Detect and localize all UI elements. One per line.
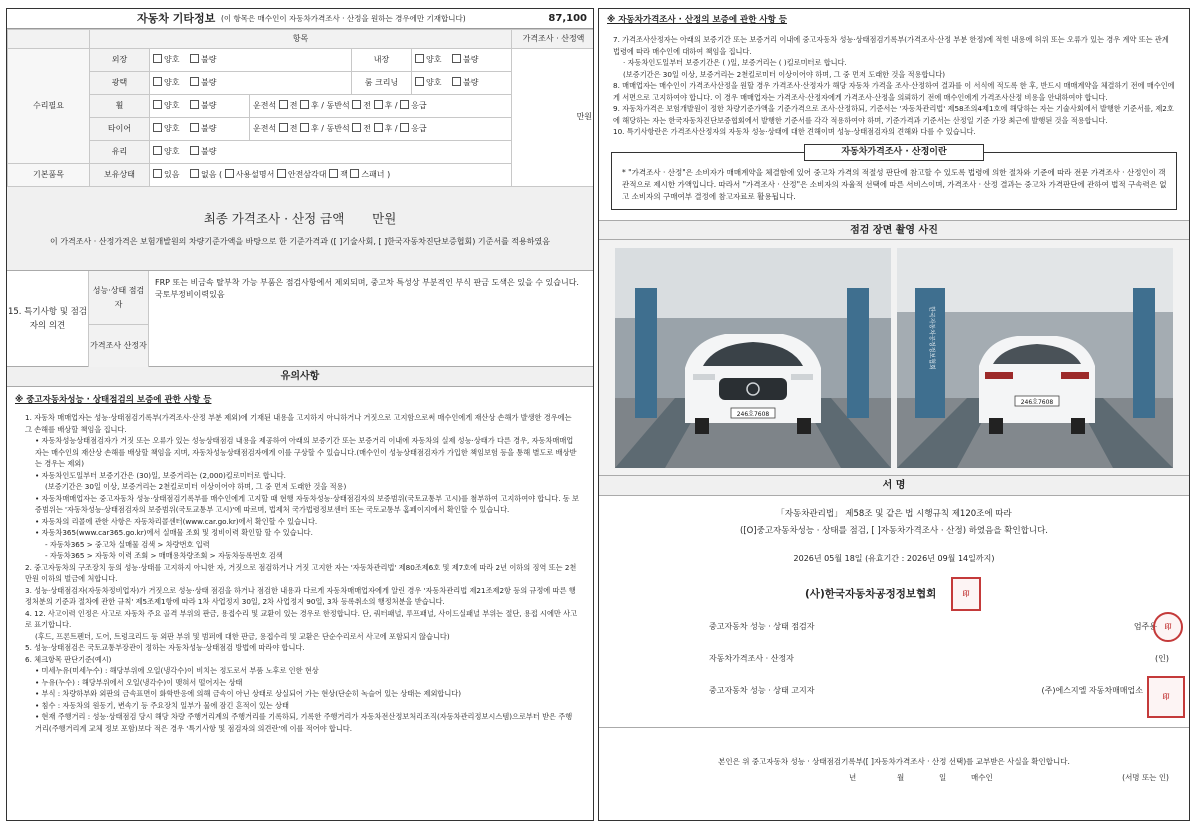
tire-good-checkbox[interactable] (153, 123, 162, 132)
price-unit: 만원 (512, 49, 594, 187)
notice-item: • 자동차의 리콜에 관한 사항은 자동차리콜센터(www.car.go.kr)에서 확인할 수 있습니다. (35, 516, 318, 526)
license-plate-text: 246호7608 (736, 411, 770, 419)
final-price-title: 최종 가격조사 · 산정 금액 만원 (203, 211, 397, 226)
dealer-seal-icon: 印 (1147, 676, 1185, 718)
wheel-bad-checkbox[interactable] (190, 100, 199, 109)
notice-item: 3. 성능·상태점검자(자동차정비업자)가 거짓으로 성능·상태 점검을 하거나 점검한 내용과 다르게 자동차매매업자에게 알린 경우 '자동차관리법 제21조제2항 등의 규정에 따른 행정처분의 기준과 절차에 관한 규칙' 제5조제1항에 따라 1차 사업정지 30일, 2차 사업정지 90일, 3차 등록취소의 행정처분을 받습니다. (25, 585, 576, 607)
appraiser-seal-mark: (인) (1155, 654, 1169, 664)
notice-item: • 자동차365(www.car365.go.kr)에서 실매물 조회 및 정비이력 확인할 할 수 있습니다. (35, 528, 313, 538)
appraiser-line: 자동차가격조사 · 산정자 (인) (709, 654, 1169, 664)
row-glass: 유리 (90, 141, 150, 164)
signature-date: 2026년 05월 18일 (유효기간 : 2026년 09월 14일까지) (793, 554, 995, 564)
gloss-options: 양호 불량 (150, 72, 352, 95)
final-price-note: 이 가격조사 · 산정가격은 보험개발원의 차량기준가액을 바탕으로 한 기준가격과 ([ ]기술사회, [ ]한국자동차진단보증협회) 기준서를 적용하였음 (50, 237, 550, 246)
section-note: (이 항목은 매수인이 자동차가격조사 · 산정을 원하는 경우에만 기재합니다) (221, 14, 466, 23)
legal-basis: 「자동차관리법」 제58조 및 같은 법 시행규칙 제120조에 따라 ([O]중고자동차성능 · 상태를 점검, [ ]자동차가격조사 · 산정) 하였음을 확인합니다. (739, 509, 1049, 536)
notice-title: ※ 중고자동차성능 · 상태점검의 보증에 관한 사항 등 (15, 395, 212, 405)
notice-item: - 자동차365 > 자동차 이력 조회 > 매매용차량조회 > 자동차등록번호 검색 (45, 551, 283, 561)
notice-item: • 자동차성능상태점검자가 거짓 또는 오류가 있는 성능상태점검 내용을 제공하여 아래의 보증기간 또는 보증거리 이내에 자동차의 실제 성능·상태가 다른 경우, 자동차매매업자는 매수인의 재산상 손해를 배상할 책임을 지며, 자동차성능상태점검자에게 이를 구상할 수 있습니다.(매수인이 성능상태점검자가 가입한 책임보험 등을 통해 별도로 배상받는 경우는 제외) (35, 436, 577, 469)
notice-item: • 자동차인도일부터 보증기간은 (30)일, 보증거리는 (2,000)킬로미터로 합니다. (35, 470, 286, 480)
document-code: 87,100 (548, 13, 587, 24)
appraisal-definition (611, 144, 1177, 211)
row-owned: 보유상태 (90, 164, 150, 187)
basic-have-checkbox[interactable] (153, 169, 162, 178)
interior-options: 양호 불량 (412, 49, 512, 72)
notice-item: • 누유(누수) : 해당부위에서 오일(냉각수)이 맺혀서 떨어지는 상태 (35, 677, 243, 687)
left-column (6, 8, 594, 821)
room-cleaning-good-checkbox[interactable] (415, 77, 424, 86)
notice-list (7, 410, 593, 734)
category-repair: 수리필요 (8, 49, 90, 164)
notice-item: • 침수 : 자동차의 원동기, 변속기 등 주요장치 일부가 물에 잠긴 흔적이 있는 상태 (35, 700, 289, 710)
inspection-photo-rear (897, 248, 1173, 468)
receipt-statement: 본인은 위 중고자동차 성능 · 상태점검기록부([ ]자동차가격조사 · 산정 선택)를 교부받은 사실을 확인합니다. (718, 757, 1070, 766)
glass-bad-checkbox[interactable] (190, 146, 199, 155)
tire-positions: 운전석 전 후 / 동반석 전 후 / 응급 (250, 118, 512, 141)
photo-header: 점검 장면 촬영 사진 (599, 220, 1189, 240)
notice-item: 6. 체크항목 판단기준(예시) (25, 654, 112, 664)
row-wheel: 휠 (90, 95, 150, 118)
basic-options: 있음 없음 ( 사용설명서 안전삼각대 잭 스패너 ) (150, 164, 512, 187)
other-info-table (7, 29, 594, 187)
guarantee-item: 8. 매매업자는 매수인이 가격조사산정을 원할 경우 가격조사·산정자가 해당 자동차 가격을 조사·산정하여 결과를 이 서식에 적도록 한 후, 반드시 매매계약을 체결하기 전에 매수인에게 서면으로 고지하여야 합니다. 이 경우 매매업자는 가격조사·산정자에게 가격조사·산정을 의뢰하기 전에 매수인에게 가격조사산정 비용을 안내하여야 합니다. (613, 81, 1175, 102)
glass-options: 양호 불량 (150, 141, 512, 164)
guarantee-title: ※ 자동차가격조사 · 산정의 보증에 관한 사항 등 (607, 15, 788, 25)
guarantee-item: · 자동차인도일부터 보증기간은 ( )일, 보증거리는 ( )킬로미터로 합니다. (623, 58, 847, 68)
inspection-banner-text: 한국자동차공정정보협회 (928, 306, 935, 371)
notice-item: • 미세누유(미세누수) : 해당부위에 오일(냉각수)이 비치는 정도로서 부품 노후로 인한 현상 (35, 666, 319, 676)
inspector-seal-icon: 印 (1153, 612, 1183, 642)
guarantee-item: 10. 특기사항란은 가격조사산정자의 자동차 성능·상태에 대한 견해이며 성능·상태점검자의 견해와 다를 수 있습니다. (613, 127, 976, 137)
appraisal-definition-title: 자동차가격조사 · 산정이란 (804, 144, 984, 162)
guarantee-item: 9. 자동차가격은 보험개발원이 정한 차량기준가액을 기준가격으로 조사·산정하되, 기준서는 '자동차관리법' 제58조의4제1호에 해당하는 자는 기술사회에서 발행한 기준서를, 제2호에 해당하는 자는 한국자동차진단보증협회에서 발행한 기준서를 각각 적용하여야 하며, 기준가격과 기준서는 산정일 기준 가장 최근에 발행된 것을 적용합니다. (613, 104, 1174, 125)
col-price-header: 가격조사 · 산정액 (512, 30, 594, 49)
guarantee-item: (보증기간은 30일 이상, 보증거리는 2천킬로미터 이상이어야 하며, 그 중 먼저 도래한 것을 적용합니다) (623, 69, 946, 79)
gloss-bad-checkbox[interactable] (190, 77, 199, 86)
license-plate-text: 246호7608 (1020, 399, 1054, 407)
interior-bad-checkbox[interactable] (452, 54, 461, 63)
inspector-name: 엄주용 (1133, 622, 1157, 632)
room-cleaning-bad-checkbox[interactable] (452, 77, 461, 86)
guarantee-list (599, 30, 1189, 138)
special-notes-section (7, 271, 593, 367)
receipt-signature-line: 년 월 일 매수인 (서명 또는 인) (849, 772, 1169, 782)
inspector-line: 중고자동차 성능 · 상태 점검자 엄주용 (709, 622, 1157, 632)
receipt-section (599, 749, 1189, 793)
section-header (7, 9, 593, 29)
interior-good-checkbox[interactable] (415, 54, 424, 63)
inspection-photos (599, 240, 1189, 476)
organization-name: (사)한국자동차공정정보협회 (805, 588, 937, 601)
wheel-good-checkbox[interactable] (153, 100, 162, 109)
notice-item: (보증기간은 30일 이상, 보증거리는 2천킬로미터 이상이어야 하며, 그 중 먼저 도래한 것을 적용) (45, 482, 347, 492)
notice-item: 5. 성능·상태점검은 국토교통부장관이 정하는 자동차성능·상태점검 방법에 따라야 합니다. (25, 643, 305, 653)
inspector-label: 성능·상태 점검자 (89, 271, 149, 325)
right-column (598, 8, 1190, 821)
notice-item: • 자동차매매업자는 중고자동차 성능·상태점검기록부를 매수인에게 고지할 때 현행 자동차성능·상태점검자의 보증범위(국토교통부 고시)를 첨부하여 고지하여야 합니다. 동 보증범위는 '자동차성능·상태점검자의 보증범위(국토교통부 고시)'에 따르며, 법제처 국가법령정보센터 또는 국토교통부 홈페이지에서 확인할 수 있습니다. (35, 493, 579, 515)
wheel-options: 양호 불량 (150, 95, 250, 118)
exterior-options: 양호 불량 (150, 49, 352, 72)
notice-item: - 자동차365 > 중고차 실매물 검색 > 차량번호 입력 (45, 539, 210, 549)
room-cleaning-options: 양호 불량 (412, 72, 512, 95)
organization-seal-icon: 印 (951, 577, 981, 611)
tire-bad-checkbox[interactable] (190, 123, 199, 132)
notice-header: 유의사항 (7, 367, 593, 387)
exterior-bad-checkbox[interactable] (190, 54, 199, 63)
final-price-section (7, 187, 593, 271)
notice-item: • 부식 : 차량하부와 외판의 금속표면이 화학반응에 의해 금속이 아닌 상태로 상실되어 가는 현상(단순히 녹슬어 있는 상태는 제외합니다) (35, 689, 462, 699)
row-gloss: 광택 (90, 72, 150, 95)
notifier-line: 중고자동차 성능 · 상태 고지자 (주)에스지엘 자동차매매업소 (709, 686, 1143, 696)
col-item-header: 항목 (90, 30, 512, 49)
notice-item: • 현재 주행거리 : 성능·상태점검 당시 해당 차량 주행거리계의 주행거리를 기록하되, 기록한 주행거리가 자동차전산정보처리조직(자동차관리정보시스템)으로부터 받은 주행거리(주행거리계 교체 정보 포함)보다 적은 경우 '특기사항 및 점검자의 의견란'에 이를 적어야 합니다. (35, 712, 573, 733)
basic-none-checkbox[interactable] (190, 169, 199, 178)
inspector-opinion: FRP 또는 비금속 탈부착 가능 부품은 점검사항에서 제외되며, 중고차 특성상 부분적인 부식 판금 도색은 있을 수 있습니다.국토부정비이력있음 (155, 278, 579, 300)
section-title: 자동차 기타정보 (137, 12, 216, 25)
appraiser-label: 가격조사 산정자 (89, 325, 149, 367)
row-interior: 내장 (352, 49, 412, 72)
notice-item: 2. 중고자동차의 구조장치 등의 성능·상태를 고지하지 아니한 자, 거짓으로 점검하거나 거짓 고지한 자는 '자동차관리법' 제80조제6호 및 제7호에 따라 2년 이하의 징역 또는 2천만원 이하의 벌금에 처합니다. (25, 562, 577, 584)
row-room-cleaning: 룸 크리닝 (352, 72, 412, 95)
category-basic: 기본품목 (8, 164, 90, 187)
wheel-positions: 운전석 전 후 / 동반석 전 후 / 응급 (250, 95, 512, 118)
signature-header: 서 명 (599, 476, 1189, 496)
exterior-good-checkbox[interactable] (153, 54, 162, 63)
notice-item: 1. 자동차 매매업자는 성능·상태점검기록부(가격조사·산정 부분 제외)에 기재된 내용을 고지하지 아니하거나 거짓으로 고지함으로써 매수인에게 재산상 손해가 발생한 경우에는 그 손해를 배상할 책임을 집니다. (25, 413, 572, 434)
row-exterior: 외장 (90, 49, 150, 72)
notifier-name: (주)에스지엘 자동차매매업소 (1041, 686, 1143, 696)
special-notes-label: 15. 특기사항 및 점검자의 의견 (7, 271, 89, 367)
notice-item: (후드, 프론트펜더, 도어, 트렁크리드 등 외판 부위 및 범퍼에 대한 판금, 용접수리 및 교환은 단순수리로서 사고에 포함되지 않습니다) (35, 631, 450, 641)
guarantee-item: 7. 가격조사산정자는 아래의 보증기간 또는 보증거리 이내에 중고자동차 성능·상태점검기록부(가격조사·산정 부분 한정)에 적힌 내용에 허위 또는 오류가 있는 경우 계약 또는 관계법령에 따라 매수인에 대하여 책임을 집니다. (613, 35, 1169, 56)
signature-section (599, 496, 1189, 728)
row-tire: 타이어 (90, 118, 150, 141)
inspection-photo-front (615, 248, 891, 468)
notice-item: 4. 12. 사고이력 인정은 사고로 자동차 주요 골격 부위의 판금, 용접수리 및 교환이 있는 경우로 한정합니다. 단, 쿼터패널, 루프패널, 사이드실패널 부위는 절단, 용접 시에만 사고로 표기합니다. (25, 608, 578, 630)
glass-good-checkbox[interactable] (153, 146, 162, 155)
tire-options: 양호 불량 (150, 118, 250, 141)
appraisal-definition-text: * "가격조사 · 산정"은 소비자가 매매계약을 체결함에 있어 중고차 가격의 적절성 판단에 참고할 수 있도록 법령에 의한 절차와 기준에 따라 전문 가격조사 · 산정인이 객관적으로 제시한 가액입니다. 따라서 "가격조사 · 산정"은 소비자의 자율적 선택에 따른 서비스이며, 가격조사 · 산정 결과는 중고차 가격판단에 관하여 법적 구속력은 없고 소비자의 구매여부 결정에 참고자료로 활용됩니다. (611, 152, 1177, 210)
gloss-good-checkbox[interactable] (153, 77, 162, 86)
